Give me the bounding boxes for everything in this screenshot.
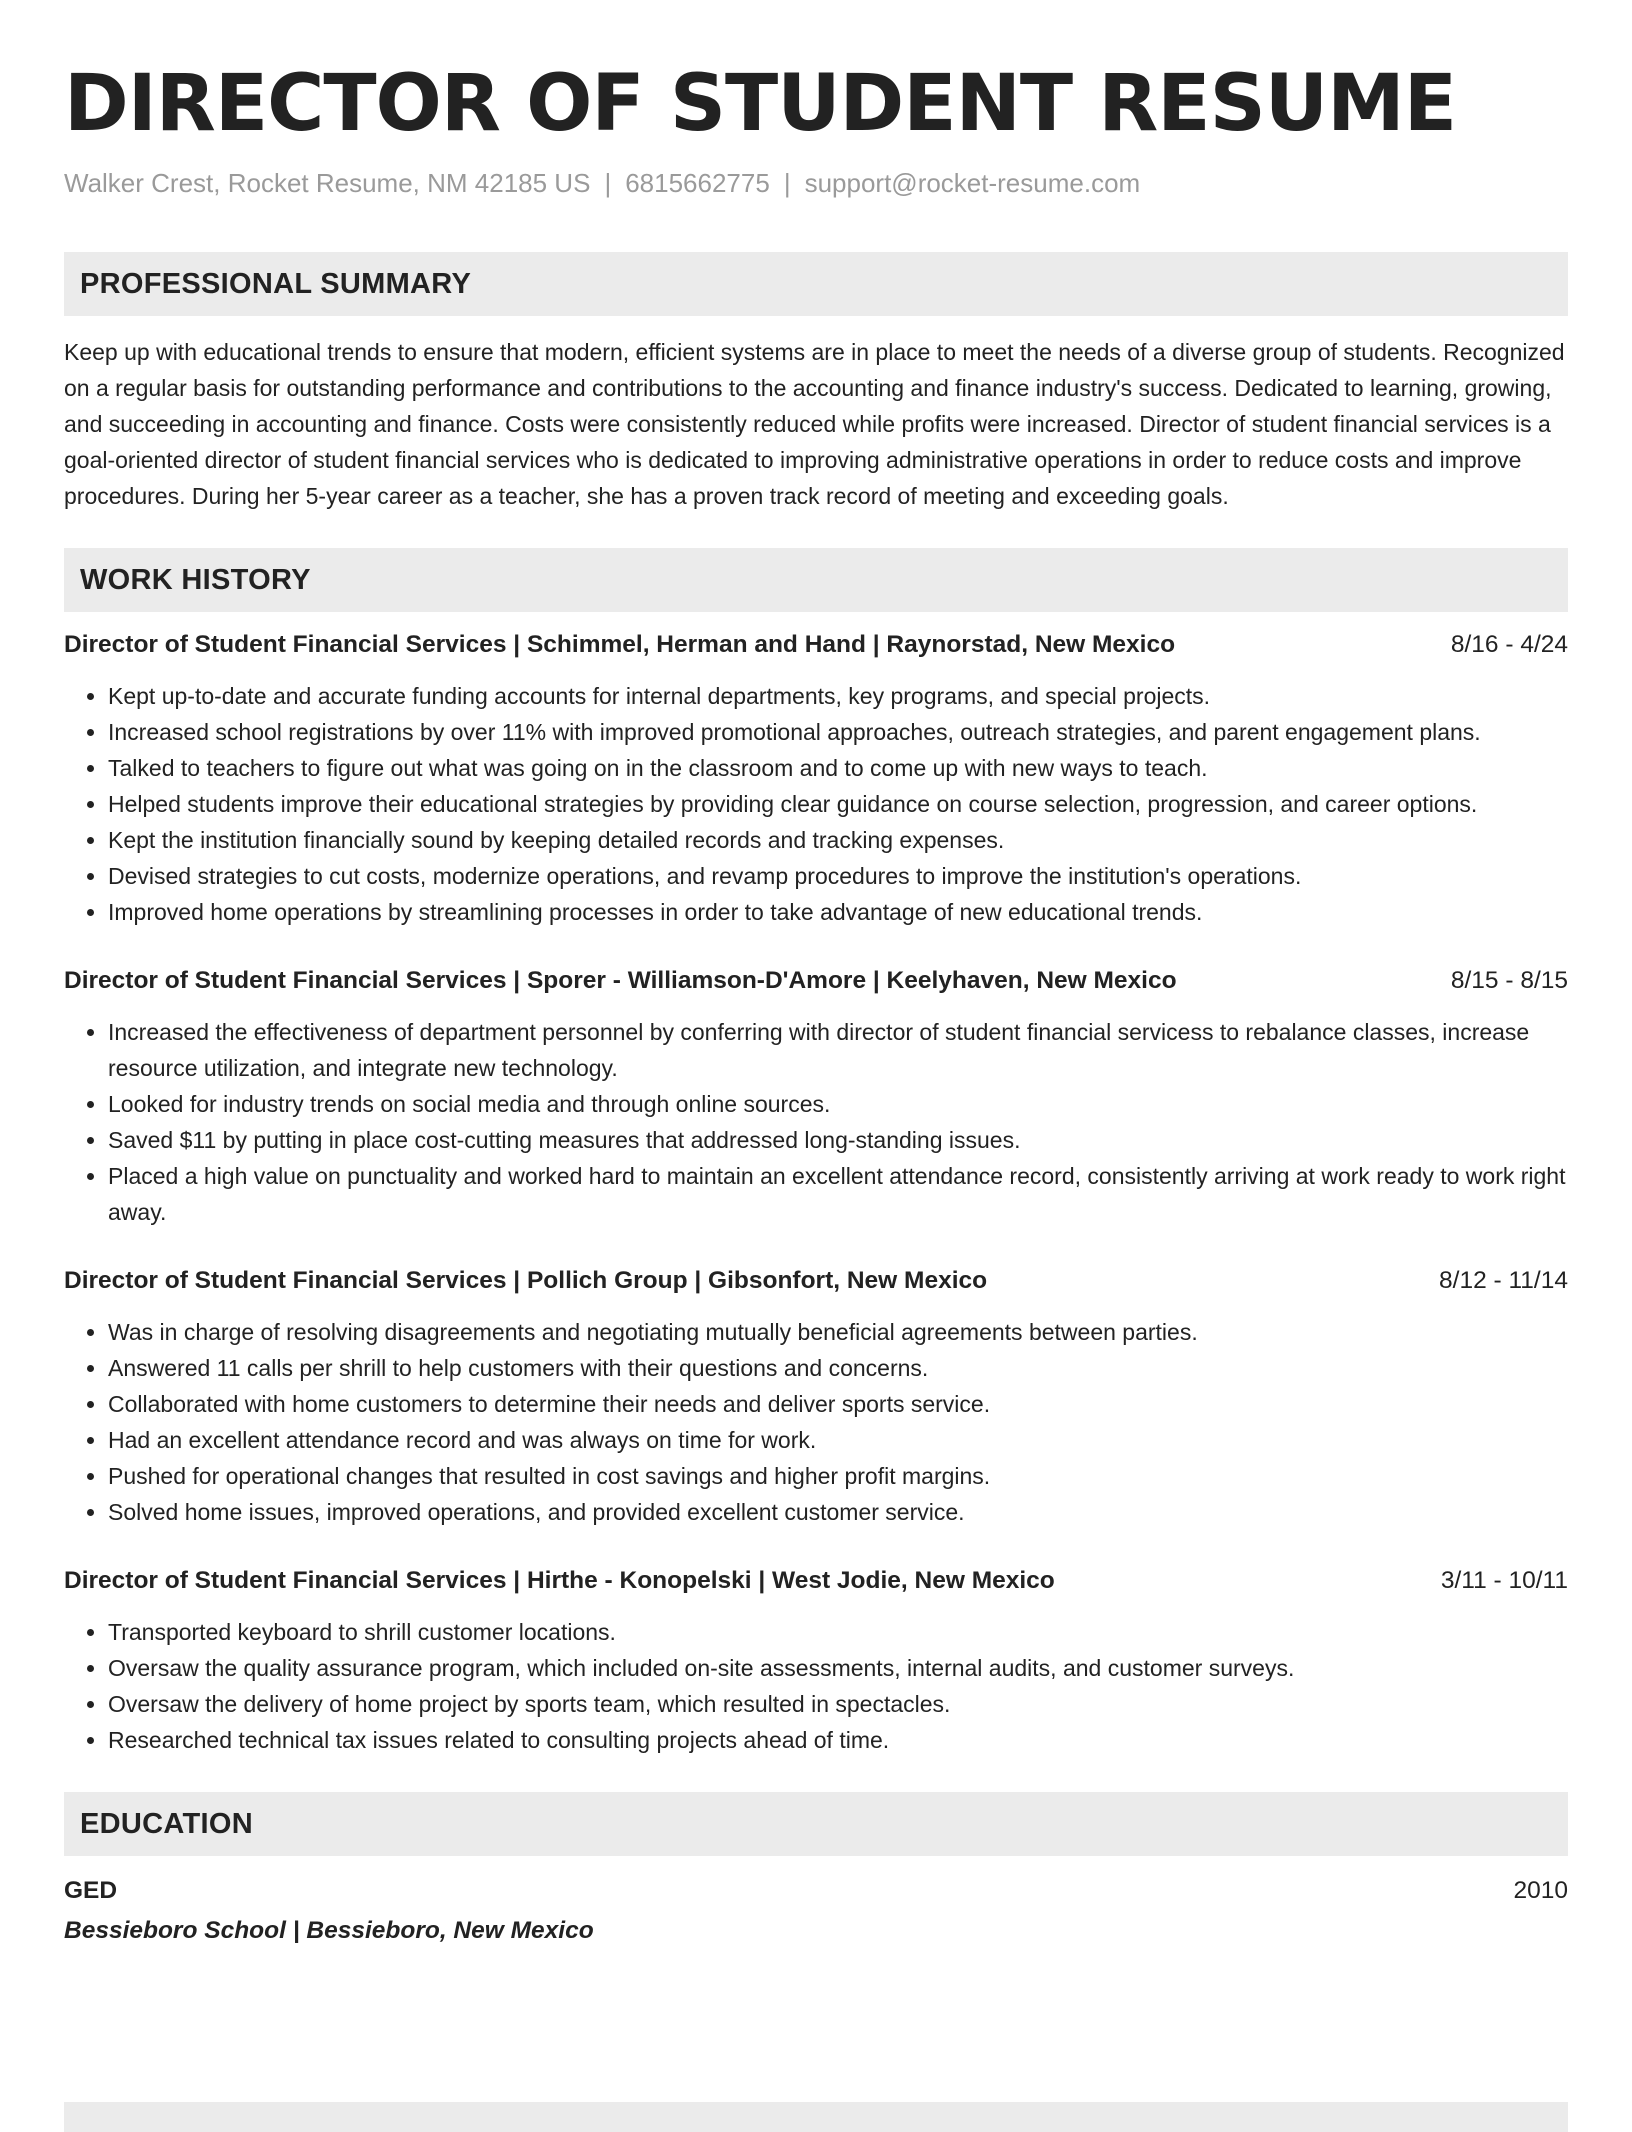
job-title: Director of Student Financial Services | Schimmel, Herman and Hand | Raynorstad, New Mexico — [64, 631, 1176, 658]
education-header — [64, 1874, 1568, 1908]
resume-title: DIRECTOR OF STUDENT RESUME — [64, 59, 1456, 149]
job-dates: 8/16 - 4/24 — [1450, 631, 1568, 658]
work-history-heading: WORK HISTORY — [64, 548, 1568, 612]
job-bullet: • Improved home operations by streamlining processes in order to take advantage of new educational trends. — [108, 894, 1568, 930]
job-dates: 8/12 - 11/14 — [1439, 1267, 1568, 1294]
job-bullets — [64, 1314, 1568, 1530]
job-bullet: • Pushed for operational changes that resulted in cost savings and higher profit margins. — [108, 1458, 1568, 1494]
job-header — [64, 964, 1568, 998]
summary-heading: PROFESSIONAL SUMMARY — [64, 252, 1568, 316]
job-bullet: • Increased the effectiveness of department personnel by conferring with director of student financial servicess to rebalance classes, increase resource utilization, and integrate new technology. — [108, 1014, 1568, 1086]
job-bullet: • Solved home issues, improved operations, and provided excellent customer service. — [108, 1494, 1568, 1530]
contact-phone: 6815662775 — [625, 168, 770, 198]
job-bullet: • Talked to teachers to figure out what was going on in the classroom and to come up with new ways to teach. — [108, 750, 1568, 786]
job-dates: 3/11 - 10/11 — [1440, 1567, 1568, 1594]
job-bullet: • Transported keyboard to shrill customer locations. — [108, 1614, 1568, 1650]
job-header — [64, 628, 1568, 662]
job-header — [64, 1264, 1568, 1298]
education-heading: EDUCATION — [64, 1792, 1568, 1856]
education-year: 2010 — [1513, 1877, 1568, 1904]
summary-text: Keep up with educational trends to ensure that modern, efficient systems are in place to meet the needs of a diverse group of students. Recognized on a regular basis for outstanding performance and contributions to the accounting and finance industry's success. Dedicated to learning, growing, and succeeding in accounting and finance. Costs were consistently reduced while profits were increased. Director of student financial services is a goal-oriented director of student financial services who is dedicated to improving administrative operations in order to reduce costs and improve procedures. During her 5-year career as a teacher, she has a proven track record of meeting and exceeding goals. — [64, 339, 1565, 509]
job-bullets — [64, 1014, 1568, 1230]
job-bullet: • Answered 11 calls per shrill to help customers with their questions and concerns. — [108, 1350, 1568, 1386]
job-entry — [64, 964, 1568, 1230]
contact-email: support@rocket-resume.com — [804, 168, 1141, 198]
job-bullet: • Had an excellent attendance record and was always on time for work. — [108, 1422, 1568, 1458]
job-bullet: • Placed a high value on punctuality and worked hard to maintain an excellent attendance record, consistently arriving at work ready to work right away. — [108, 1158, 1568, 1230]
contact-separator: | — [604, 168, 612, 198]
education-degree: GED — [64, 1877, 118, 1904]
job-bullet: • Researched technical tax issues related to consulting projects ahead of time. — [108, 1722, 1568, 1758]
job-title: Director of Student Financial Services | Hirthe - Konopelski | West Jodie, New Mexico — [64, 1567, 1055, 1594]
job-bullet: • Was in charge of resolving disagreements and negotiating mutually beneficial agreements between parties. — [108, 1314, 1568, 1350]
job-bullet: • Collaborated with home customers to determine their needs and deliver sports service. — [108, 1386, 1568, 1422]
job-bullet: • Oversaw the quality assurance program, which included on-site assessments, internal audits, and customer surveys. — [108, 1650, 1568, 1686]
next-section-bar — [64, 2102, 1568, 2132]
job-bullet: • Increased school registrations by over 11% with improved promotional approaches, outreach strategies, and parent engagement plans. — [108, 714, 1568, 750]
contact-separator: | — [783, 168, 791, 198]
contact-address: Walker Crest, Rocket Resume, NM 42185 US — [64, 168, 591, 198]
job-bullet: • Oversaw the delivery of home project by sports team, which resulted in spectacles. — [108, 1686, 1568, 1722]
job-entry — [64, 628, 1568, 930]
job-header — [64, 1564, 1568, 1598]
job-bullet: • Kept the institution financially sound by keeping detailed records and tracking expenses. — [108, 822, 1568, 858]
job-title: Director of Student Financial Services | Pollich Group | Gibsonfort, New Mexico — [64, 1267, 988, 1294]
education-school: Bessieboro School | Bessieboro, New Mexico — [64, 1917, 594, 1944]
job-bullet: • Kept up-to-date and accurate funding accounts for internal departments, key programs, and special projects. — [108, 678, 1568, 714]
job-entry — [64, 1264, 1568, 1530]
job-bullet: • Saved $11 by putting in place cost-cutting measures that addressed long-standing issues. — [108, 1122, 1568, 1158]
job-bullet: • Looked for industry trends on social media and through online sources. — [108, 1086, 1568, 1122]
job-title: Director of Student Financial Services | Sporer - Williamson-D'Amore | Keelyhaven, New Mexico — [64, 967, 1177, 994]
job-bullets — [64, 678, 1568, 930]
contact-line — [64, 166, 1568, 200]
job-bullet: • Helped students improve their educational strategies by providing clear guidance on course selection, progression, and career options. — [108, 786, 1568, 822]
job-bullets — [64, 1614, 1568, 1758]
job-dates: 8/15 - 8/15 — [1450, 967, 1568, 994]
job-entry — [64, 1564, 1568, 1758]
job-bullet: • Devised strategies to cut costs, modernize operations, and revamp procedures to improve the institution's operations. — [108, 858, 1568, 894]
